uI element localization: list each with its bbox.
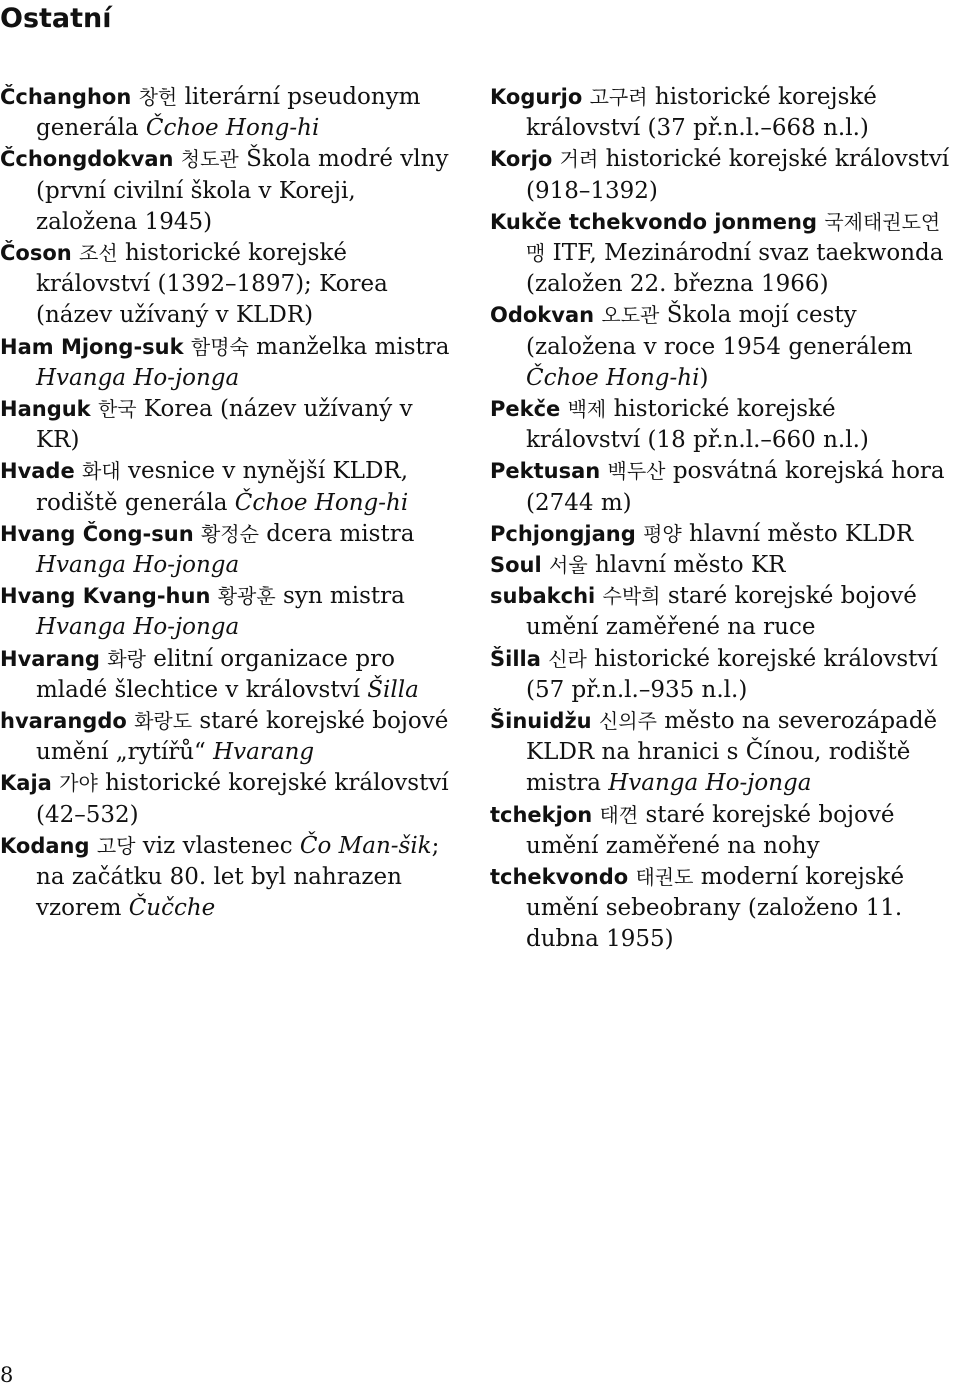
definition-text: historické korejské království (37 př.n.l.–668 n.l.) <box>526 84 877 142</box>
glossary-term: Hvade <box>0 459 75 484</box>
definition-text: staré korejské bojové umění zaměřené na ruce <box>526 583 917 641</box>
glossary-entry <box>0 238 455 332</box>
hangul-text: 태권도 <box>635 865 694 890</box>
hangul-text: 태껸 <box>599 802 639 827</box>
glossary-term: tchekjon <box>490 802 593 827</box>
glossary-entry <box>490 144 955 206</box>
glossary-term: Soul <box>490 553 542 578</box>
glossary-term: Korjo <box>490 147 553 172</box>
hangul-text: 한국 <box>97 397 137 422</box>
italic-reference: Čučche <box>128 895 216 922</box>
glossary-entry <box>0 581 455 643</box>
hangul-text: 수박희 <box>602 584 661 609</box>
hangul-text: 조선 <box>79 241 118 266</box>
hangul-text: 화랑도 <box>134 709 193 734</box>
glossary-term: Pekče <box>490 397 561 422</box>
glossary-term: Hvang Kvang-hun <box>0 584 211 609</box>
italic-reference: Hvanga Ho-jonga <box>36 552 240 579</box>
punctuation: ) <box>699 364 709 391</box>
definition-text: historické korejské království (18 př.n.l.–660 n.l.) <box>526 396 869 454</box>
italic-reference: Hvarang <box>213 739 315 766</box>
glossary-term: Kukče tchekvondo jonmeng <box>490 209 817 234</box>
hangul-text: 국제태권도연맹 <box>526 209 941 266</box>
hangul-text: 백제 <box>567 397 607 422</box>
hangul-text: 청도관 <box>180 147 239 172</box>
definition-text: elitní organizace pro mladé šlechtice v království <box>36 645 395 703</box>
hangul-text: 화대 <box>82 459 121 484</box>
hangul-text: 평양 <box>643 521 682 546</box>
glossary-term: hvarangdo <box>0 709 127 734</box>
glossary-entry <box>490 519 955 550</box>
hangul-text: 백두산 <box>607 459 666 484</box>
glossary-entry <box>0 144 455 238</box>
definition-text: vesnice v nynější KLDR, rodiště generála <box>36 458 409 516</box>
hangul-text: 창헌 <box>138 85 178 109</box>
glossary-entry <box>490 550 955 581</box>
glossary-term: Hvarang <box>0 646 100 671</box>
punctuation: ; <box>431 832 440 859</box>
hangul-text: 고구려 <box>589 85 648 109</box>
glossary-entry <box>490 300 955 394</box>
glossary-term: Hanguk <box>0 397 91 422</box>
definition-text: na začátku 80. let byl nahrazen vzorem <box>36 864 402 922</box>
hangul-text: 황정순 <box>200 521 259 546</box>
glossary-column-left <box>0 82 455 924</box>
glossary-entry <box>0 332 455 394</box>
glossary-entry <box>490 456 955 518</box>
glossary-term: Pchjongjang <box>490 521 636 546</box>
hangul-text: 황광훈 <box>217 584 276 609</box>
glossary-entry <box>0 456 455 518</box>
hangul-text: 신라 <box>548 646 587 671</box>
glossary-entry <box>490 862 955 956</box>
page-number: 8 <box>0 1363 14 1387</box>
definition-text: posvátná korejská hora (2744 m) <box>526 458 945 516</box>
italic-reference: Šilla <box>367 676 419 703</box>
italic-reference: Čchoe Hong-hi <box>234 489 409 516</box>
glossary-entry <box>490 394 955 456</box>
definition-text: Škola modré vlny (první civilní škola v Koreji, založena 1945) <box>36 146 449 235</box>
glossary-term: Šinuidžu <box>490 709 592 734</box>
glossary-entry <box>490 800 955 862</box>
glossary-term: Ham Mjong-suk <box>0 334 184 359</box>
glossary-entry <box>490 706 955 800</box>
definition-text: historické korejské království (57 př.n.l.–935 n.l.) <box>526 645 938 703</box>
glossary-entry <box>490 82 955 144</box>
glossary-term: Odokvan <box>490 303 595 328</box>
italic-reference: Čo Man-šik <box>299 832 432 859</box>
glossary-entry <box>0 82 455 144</box>
hangul-text: 거려 <box>559 147 599 172</box>
definition-text: manželka mistra <box>256 333 450 360</box>
hangul-text: 함명숙 <box>190 334 249 359</box>
italic-reference: Čchoe Hong-hi <box>145 115 320 142</box>
glossary-term: Hvang Čong-sun <box>0 521 194 546</box>
definition-text: historické korejské království (1392–1897); Korea (název užívaný v KLDR) <box>36 240 388 329</box>
glossary-term: Kaja <box>0 771 52 796</box>
italic-reference: Hvanga Ho-jonga <box>36 614 240 641</box>
glossary-entry <box>490 581 955 643</box>
definition-text: literární pseudonym generála <box>36 84 421 142</box>
glossary-entry <box>490 207 955 301</box>
glossary-entry <box>0 394 455 456</box>
hangul-text: 신의주 <box>598 709 657 734</box>
glossary-term: Čchongdokvan <box>0 147 174 172</box>
definition-text: staré korejské bojové umění „rytířů“ <box>36 708 449 766</box>
definition-text: staré korejské bojové umění zaměřené na nohy <box>526 801 895 859</box>
definition-text: Škola mojí cesty (založena v roce 1954 generálem <box>526 302 913 360</box>
italic-reference: Hvanga Ho-jonga <box>36 364 240 391</box>
definition-text: historické korejské království (918–1392) <box>526 146 950 204</box>
definition-text: hlavní město KR <box>594 552 786 579</box>
definition-text: město na severozápadě KLDR na hranici s Čínou, rodiště mistra <box>526 708 938 797</box>
glossary-entry <box>0 706 455 768</box>
glossary-term: subakchi <box>490 584 596 609</box>
hangul-text: 고당 <box>96 833 136 858</box>
italic-reference: Čchoe Hong-hi <box>526 364 700 391</box>
glossary-term: tchekvondo <box>490 865 629 890</box>
definition-text: Korea (název užívaný v KR) <box>36 396 413 454</box>
glossary-entry <box>0 644 455 706</box>
glossary-entry <box>0 831 455 925</box>
italic-reference: Hvanga Ho-jonga <box>608 770 812 797</box>
hangul-text: 서울 <box>549 553 588 578</box>
definition-text: syn mistra <box>283 583 405 610</box>
glossary-entry <box>0 519 455 581</box>
glossary-term: Pektusan <box>490 459 601 484</box>
definition-text: historické korejské království (42–532) <box>36 770 449 828</box>
glossary-term: Šilla <box>490 646 541 671</box>
glossary-term: Čoson <box>0 241 72 266</box>
glossary-term: Kogurjo <box>490 85 583 109</box>
glossary-entry <box>490 644 955 706</box>
definition-text: dcera mistra <box>266 520 415 547</box>
hangul-text: 화랑 <box>107 646 146 671</box>
section-title: Ostatní <box>0 3 112 34</box>
definition-text: hlavní město KLDR <box>689 520 914 547</box>
definition-text: moderní korejské umění sebeobrany (založeno 11. dubna 1955) <box>526 864 905 953</box>
definition-text: ITF, Mezinárodní svaz taekwonda (založen 22. března 1966) <box>526 240 944 298</box>
glossary-entry <box>0 768 455 830</box>
glossary-column-right <box>490 82 955 956</box>
hangul-text: 가야 <box>59 771 98 796</box>
hangul-text: 오도관 <box>601 303 660 328</box>
definition-text: viz vlastenec <box>142 832 293 859</box>
glossary-term: Čchanghon <box>0 85 132 109</box>
glossary-term: Kodang <box>0 833 90 858</box>
